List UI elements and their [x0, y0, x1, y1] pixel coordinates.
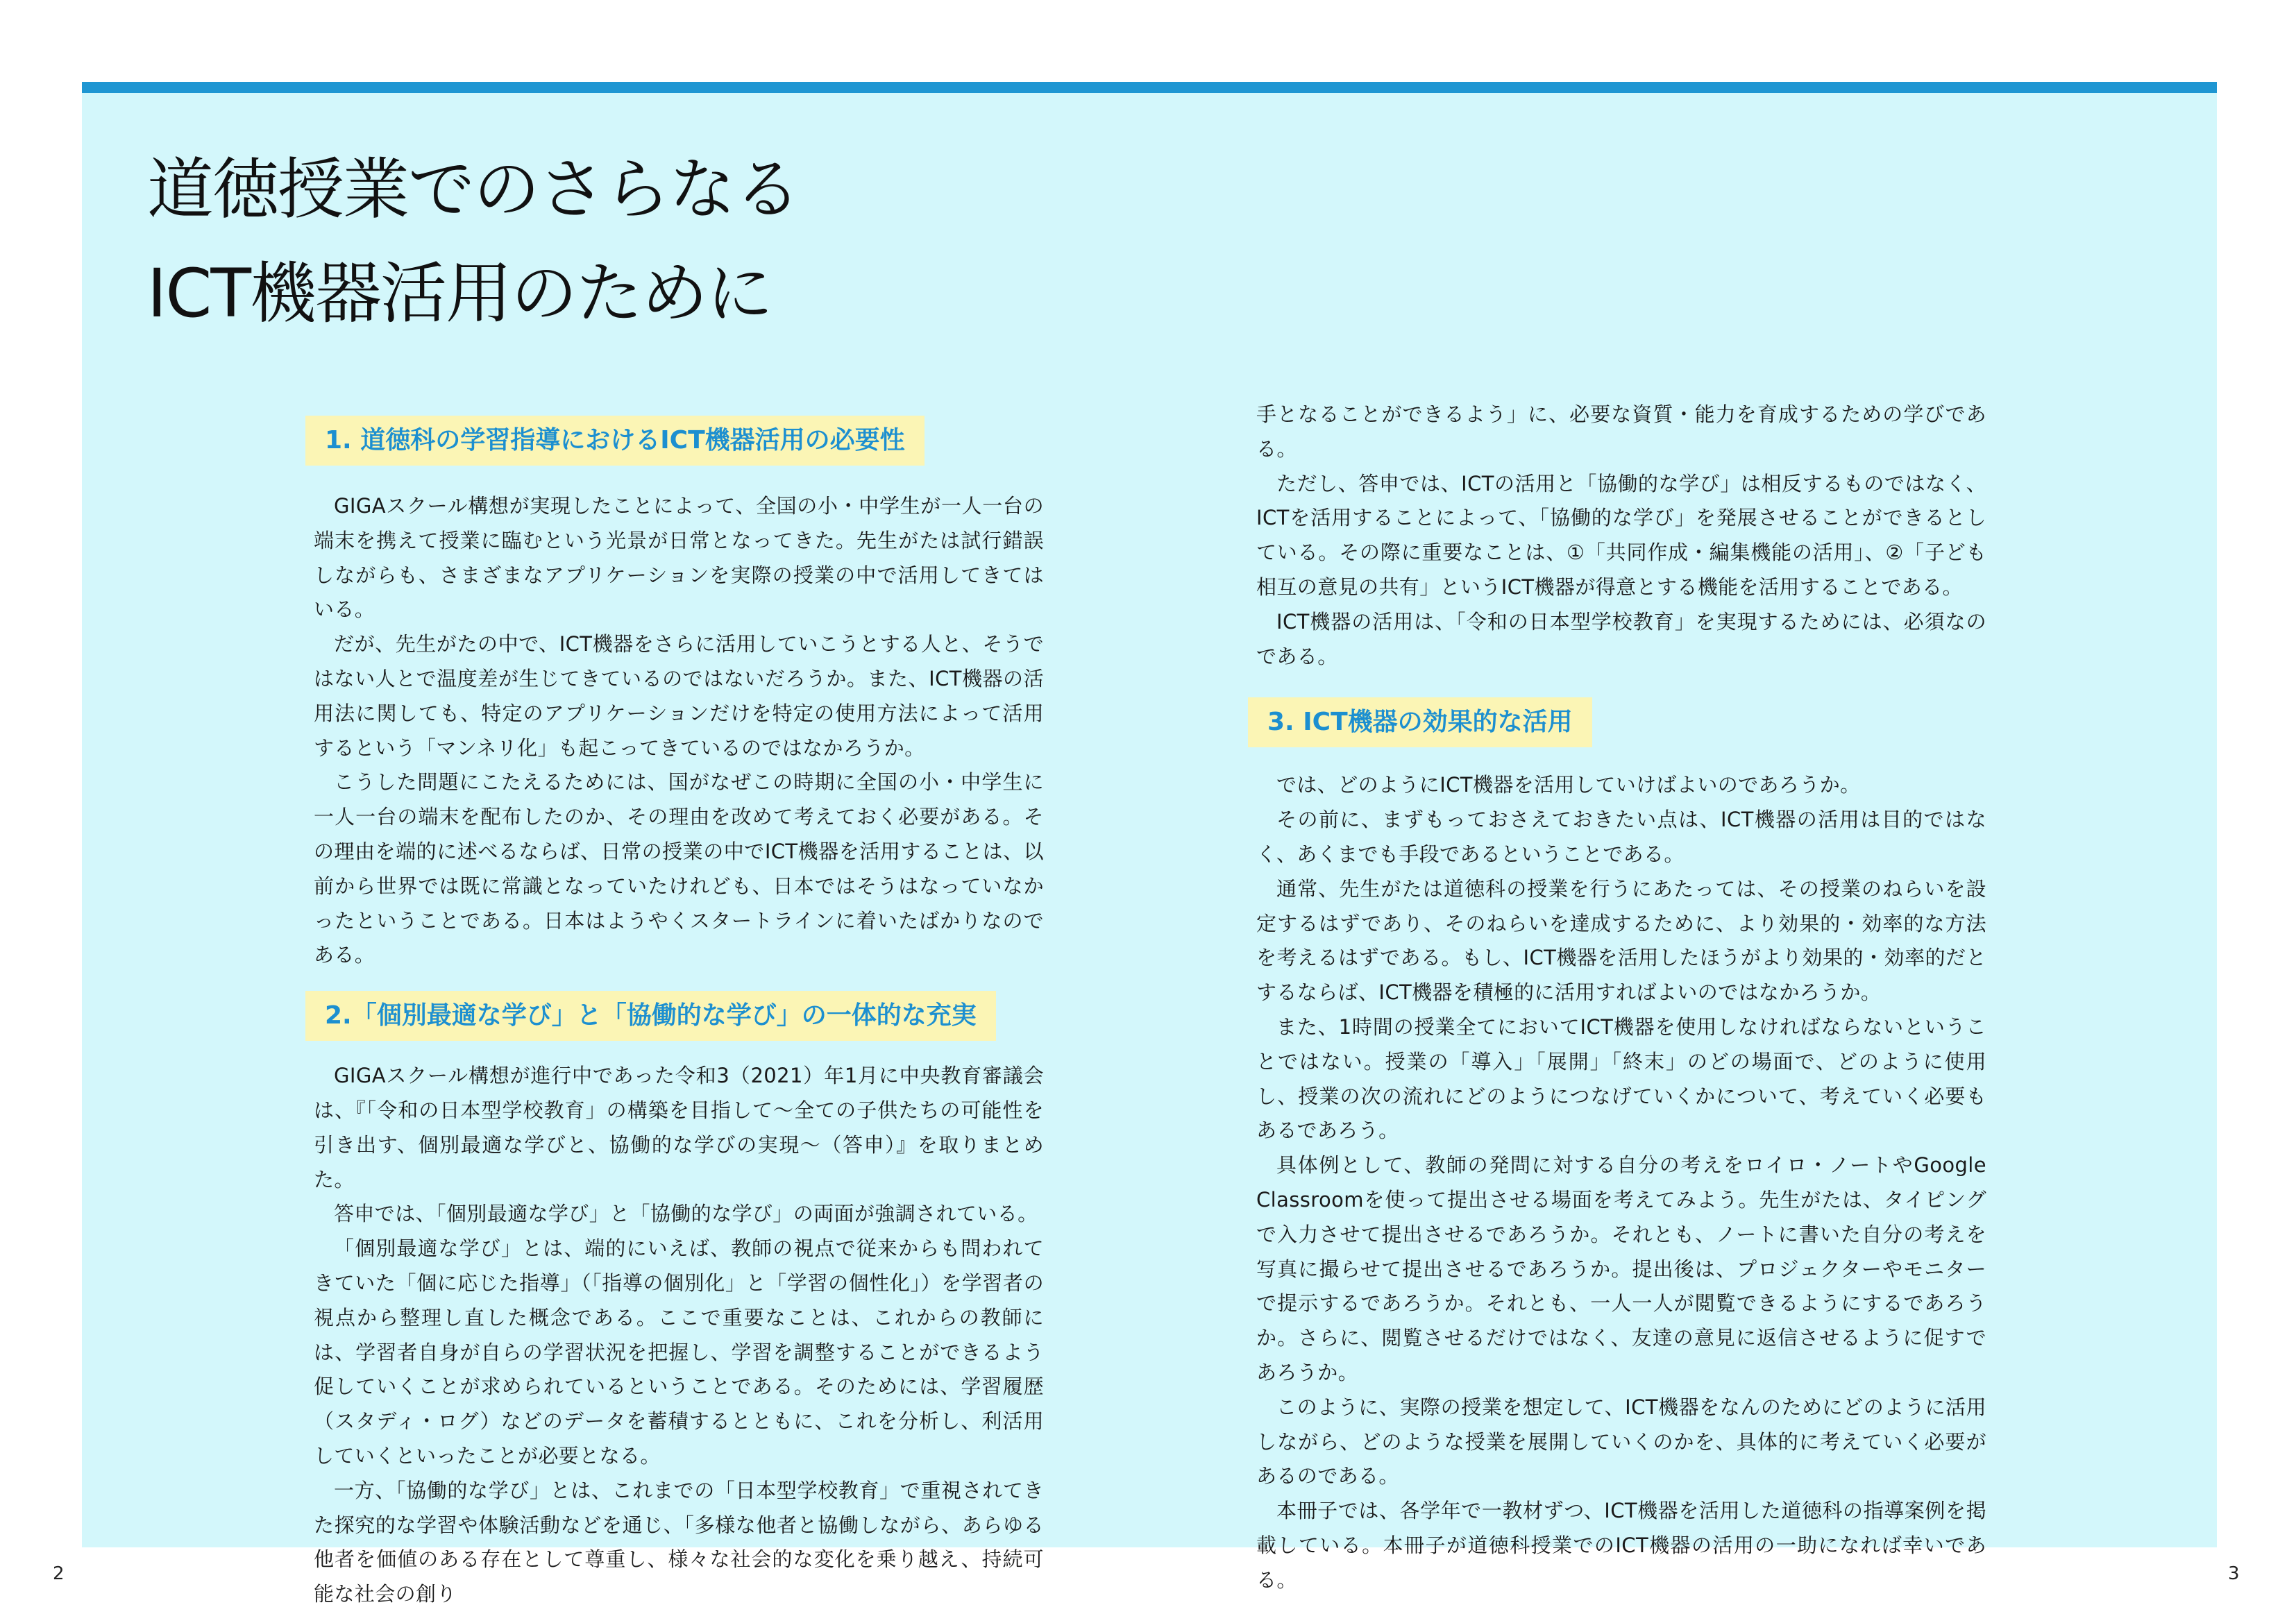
paragraph: GIGAスクール構想が進行中であった令和3（2021）年1月に中央教育審議会は、『「令和の日本型学校教育」の構築を目指して～全ての子供たちの可能性を引き出す、個別最適な学びと、協働的な学びの実現～（答申）』を取りまとめた。 — [314, 1064, 1044, 1191]
paragraph: 本冊子では、各学年で一教材ずつ、ICT機器を活用した道徳科の指導案例を掲載している。本冊子が道徳科授業でのICT機器の活用の一助になれば幸いである。 — [1256, 1499, 1986, 1592]
section-3-heading: 3. ICT機器の効果的な活用 — [1248, 697, 1592, 747]
paragraph: 「個別最適な学び」とは、端的にいえば、教師の視点で従来からも問われてきていた「個に応じた指導」（「指導の個別化」と「学習の個性化」）を学習者の視点から整理し直した概念である。ここで重要なことは、これからの教師には、学習者自身が自らの学習状況を把握し、学習を調整することができるよう促していくことが求められているということである。そのためには、学習履歴（スタディ・ログ）などのデータを蓄積するとともに、これを分析し、利活用していくといったことが必要となる。 — [314, 1237, 1044, 1468]
left-column — [314, 416, 1044, 1612]
paragraph: このように、実際の授業を想定して、ICT機器をなんのためにどのように活用しながら、どのような授業を展開していくのかを、具体的に考えていく必要があるのである。 — [1256, 1395, 1986, 1488]
paragraph: GIGAスクール構想が実現したことによって、全国の小・中学生が一人一台の端末を携えて授業に臨むという光景が日常となってきた。先生がたは試行錯誤しながらも、さまざまなアプリケーションを実際の授業の中で活用してきてはいる。 — [314, 494, 1044, 622]
paragraph: ICT機器の活用は、「令和の日本型学校教育」を実現するためには、必須なのである。 — [1256, 609, 1986, 668]
section-2-heading: 2.「個別最適な学び」と「協働的な学び」の一体的な充実 — [305, 991, 996, 1041]
section-1-heading: 1. 道徳科の学習指導におけるICT機器活用の必要性 — [305, 416, 925, 466]
page-number-left: 2 — [53, 1563, 65, 1584]
title-line-2: ICT機器活用のために — [147, 255, 772, 332]
paragraph: 一方、「協働的な学び」とは、これまでの「日本型学校教育」で重視されてきた探究的な学習や体験活動などを通じ、「多様な他者と協働しながら、あらゆる他者を価値のある存在として尊重し、様々な社会的な変化を乗り越え、持続可能な社会の創り — [314, 1478, 1044, 1606]
paragraph: 通常、先生がたは道徳科の授業を行うにあたっては、その授業のねらいを設定するはずであり、そのねらいを達成するために、より効果的・効率的な方法を考えるはずである。もし、ICT機器を活用したほうがより効果的・効率的だとするならば、ICT機器を積極的に活用すればよいのではなかろうか。 — [1256, 876, 1986, 1005]
paragraph: その前に、まずもっておさえておきたい点は、ICT機器の活用は目的ではなく、あくまでも手段であるということである。 — [1256, 808, 1986, 866]
paragraph: では、どのようにICT機器を活用していけばよいのであろうか。 — [1276, 773, 1861, 797]
paragraph: また、1時間の授業全てにおいてICT機器を使用しなければならないということではない。授業の「導入」「展開」「終末」のどの場面で、どのように使用し、授業の次の流れにどのようにつなげていくかについて、考えていく必要もあるであろう。 — [1256, 1014, 1986, 1143]
paragraph-continuation: 手となることができるよう」に、必要な資質・能力を育成するための学びである。 — [1256, 402, 1986, 461]
title-line-1: 道徳授業でのさらなる — [147, 151, 800, 228]
top-accent-bar — [82, 82, 2217, 93]
paragraph: だが、先生がたの中で、ICT機器をさらに活用していこうとする人と、そうではない人とで温度差が生じてきているのではないだろうか。また、ICT機器の活用法に関しても、特定のアプリケーションだけを特定の使用方法によって活用するという「マンネリ化」も起こってきているのではなかろうか。 — [314, 632, 1044, 760]
page-title — [147, 137, 800, 346]
page-number-right: 3 — [2228, 1563, 2240, 1584]
paragraph: こうした問題にこたえるためには、国がなぜこの時期に全国の小・中学生に一人一台の端末を配布したのか、その理由を改めて考えておく必要がある。その理由を端的に述べるならば、日常の授業の中でICT機器を活用することは、以前から世界では既に常識となっていたけれども、日本ではそうはなっていなかったということである。日本はようやくスタートラインに着いたばかりなのである。 — [314, 770, 1044, 967]
paragraph: 具体例として、教師の発問に対する自分の考えをロイロ・ノートやGoogle Classroomを使って提出させる場面を考えてみよう。先生がたは、タイピングで入力させて提出させるであろうか。それとも、ノートに書いた自分の考えを写真に撮らせて提出させるであろうか。提出後は、プロジェクターやモニターで提示するであろうか。それとも、一人一人が閲覧できるようにするであろうか。さらに、閲覧させるだけではなく、友達の意見に返信させるように促すであろうか。 — [1256, 1153, 1986, 1384]
paragraph: ただし、答申では、ICTの活用と「協働的な学び」は相反するものではなく、ICTを活用することによって、「協働的な学び」を発展させることができるとしている。その際に重要なことは、①「共同作成・編集機能の活用」、②「子ども相互の意見の共有」というICT機器が得意とする機能を活用することである。 — [1256, 471, 1986, 599]
paragraph: 答申では、「個別最適な学び」と「協働的な学び」の両面が強調されている。 — [334, 1202, 1038, 1226]
right-column — [1256, 398, 1986, 1598]
